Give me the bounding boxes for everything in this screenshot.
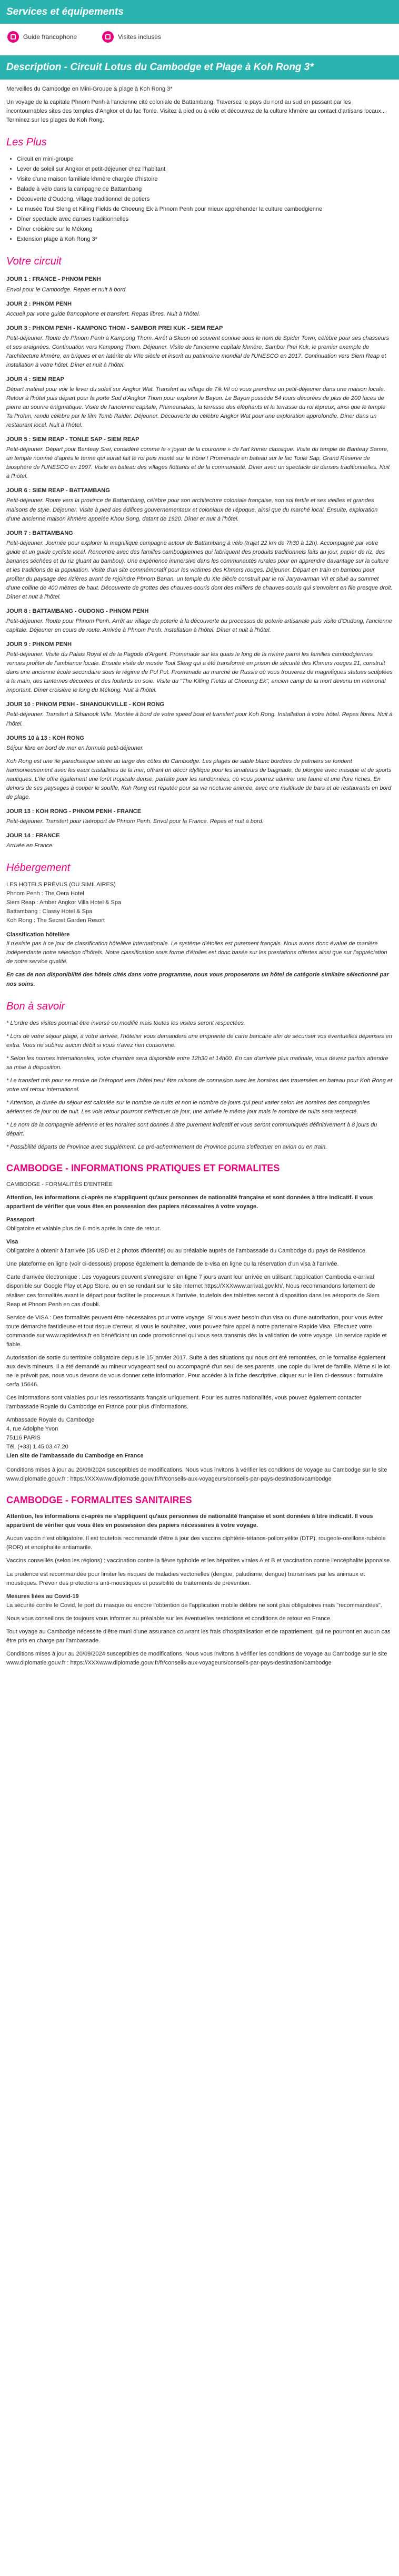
day-title: JOUR 7 : BATTAMBANG xyxy=(6,530,73,536)
hebergement-subtitle: LES HOTELS PRÉVUS (OU SIMILAIRES) xyxy=(6,881,116,888)
bon-savoir-item: * Selon les normes internationales, votre chambre sera disponible entre 12h30 et 14h00. En cas d'arrivée plus matinale, vous devrez parfois attendre sa mise à disposition. xyxy=(6,1055,388,1071)
visa-text: Obligatoire à obtenir à l'arrivée (35 USD et 2 photos d'identité) ou au préalable auprès de l'ambassade du Cambodge du pays de Résidence. xyxy=(6,1248,367,1255)
day-title: JOUR 1 : FRANCE - PHNOM PENH xyxy=(6,276,101,283)
day-title: JOUR 3 : PHNOM PENH - KAMPONG THOM - SAMBOR PREI KUK - SIEM REAP xyxy=(6,325,223,331)
minors-text: Autorisation de sortie du territoire obligatoire depuis le 15 janvier 2017. Suite à des situations qui nous ont été remontées, on le formalise également aux devis mineurs. Il a été demandé au mineur voyageant seul ou accompagné d'un seul de ses parents, une copie du livret de famille. Même si le lot ne le prévoit pas, nous vous devons de vous donner cette information. Pour accéder à la fiche descriptive, cliquer sur le lien ci-dessous : formulaire cerfa 15646. xyxy=(6,1354,390,1388)
bon-savoir-item: * Lors de votre séjour plage, à votre arrivée, l'hôtelier vous demandera une empreinte de carte bancaire afin de sécuriser vos éventuelles dépenses en extra. Vous ne subirez aucun débit si vous n'avez rien consommé. xyxy=(6,1033,392,1049)
day-text: Petit-déjeuner. Transfert à Sihanouk Ville. Montée à bord de votre speed boat et transfert pour Koh Rong. Installation à votre hôtel. Repas libres. Nuit à l'hôtel. xyxy=(6,711,393,727)
description-header: Description - Circuit Lotus du Cambodge et Plage à Koh Rong 3* xyxy=(0,55,399,79)
day-title: JOUR 8 : BATTAMBANG - OUDONG - PHNOM PENH xyxy=(6,608,149,614)
day-title: JOUR 5 : SIEM REAP - TONLE SAP - SIEM REAP xyxy=(6,436,139,443)
formalites-subtitle: CAMBODGE - FORMALITÉS D'ENTRÉE xyxy=(6,1181,113,1188)
bon-savoir-item: * L'ordre des visites pourrait être inversé ou modifié mais toutes les visites seront respectées. xyxy=(6,1020,245,1026)
advice-text: Nous vous conseillons de toujours vous informer au préalable sur les éventuelles restrictions et conditions de retour en France. xyxy=(6,1615,332,1622)
insurance-text: Tout voyage au Cambodge nécessite d'être muni d'une assurance couvrant les frais d'hospitalisation et de rapatriement, qui ne pourront en aucun cas être pris en charge par l'ambassade. xyxy=(6,1628,391,1644)
day-text: Petit-déjeuner. Route de Phnom Penh à Kampong Thom. Arrêt à Skuon où souvent connue sous le nom de Spider Town, célèbre pour ses chasseurs et ses araignées. Continuation vers Kampong Thom. Déjeuner. Visite de l'ancienne capitale khmère, Sambor Prei Kuk, le premier exemple de l'architecture khmère, en briques et en latérite du VIIe siècle et inscrit au patrimoine mondial de l'UNESCO en 2017. Continuation vers Siem Reap et installation à votre hôtel. Dîner et nuit à l'hôtel. xyxy=(6,335,390,368)
covid-title: Mesures liées au Covid-19 xyxy=(6,1593,79,1600)
plus-item: • Dîner croisière sur le Mékong xyxy=(17,225,393,234)
service-visits-label: Visites incluses xyxy=(118,33,161,41)
visa-service-text: Service de VISA : Des formalités peuvent être nécessaires pour votre voyage. Si vous avez besoin d'un visa ou d'une autorisation, pour vous éviter toute démarche fastidieuse et tout risque d'erreur, si vous le souhaitez, vous pouvez faire appel à notre partenaire Rapide Visa. Effectuez votre commande sur www.rapidevisa.fr en bénéficiant un code promotionnel qui vous sera transmis dès la validation de votre voyage. Un service rapide et fiable. xyxy=(6,1314,387,1348)
embassy-link[interactable]: Lien site de l'ambassade du Cambodge en France xyxy=(6,1453,144,1460)
plus-item: • Découverte d'Oudong, village traditionnel de potiers xyxy=(17,195,393,204)
bon-savoir-item: * Le nom de la compagnie aérienne et les horaires sont donnés à titre purement indicatif et vous seront communiqués définitivement à 8 jours du départ. xyxy=(6,1122,377,1138)
day-text: Départ matinal pour voir le lever du soleil sur Angkor Wat. Transfert au village de Tik Vil où vous prendrez un petit-déjeuner dans une maison locale. Retour à l'hôtel puis départ pour la porte Sud d'Angkor Thom pour explorer le Bayon. Le Bayon possède 54 tours décorées de plus de 200 faces de pierre au sourire énigmatique. Visite de l'ancienne capitale, Phimeanakas, la terrasse des éléphants et la terrasse du roi lépreux, ainsi que le temple Ta Prohm, rendu célèbre par le film Tomb Raider. Déjeuner. Découverte du célèbre Angkor Wat pour une exploration approfondie. Dîner dans un restaurant local. Nuit à l'hôtel. xyxy=(6,386,386,429)
day-text: Koh Rong est une île paradisiaque située au large des côtes du Cambodge. Les plages de sable blanc bordées de palmiers se fondent harmonieusement avec les eaux cristallines de la mer, offrant un décor idyllique pour les amateurs de baignade, de plongée avec masque et de sports nautiques. L'île offre également une forêt tropicale dense, parfaite pour les randonnées, où vous pourrez admirer une faune et une flore riches. En dehors de ses paysages à couper le souffle, Koh Rong est réputée pour sa vie nocturne animée, avec une multitude de bars et de restaurants en bord de plage. xyxy=(6,758,392,800)
hotel-item: Koh Rong : The Secret Garden Resort xyxy=(6,917,105,924)
recommended-vaccines: Vaccins conseillés (selon les régions) : vaccination contre la fièvre typhoïde et les hépatites virales A et B et vaccination contre l'encéphalite japonaise. xyxy=(6,1558,392,1564)
service-guide-label: Guide francophone xyxy=(23,33,77,41)
formalites-title: CAMBODGE - INFORMATIONS PRATIQUES ET FORMALITES xyxy=(6,1163,280,1174)
embassy-line: Ambassade Royale du Cambodge xyxy=(6,1417,95,1424)
arrival-card-text: Carte d'arrivée électronique : Les voyageurs peuvent s'enregistrer en ligne 7 jours avant leur arrivée en utilisant l'application Cambodia e-arrival disponible sur Google Play et App Store, ou en se rendant sur le site internet https://XXXwww.arrival.gov.kh/. Nous recommandons fortement de réaliser ces formalités avant le départ pour faciliter le processus à l'arrivée, toutefois des tablettes seront à disposition dans les aéroports de Siem Reap et Phnom Penh en cas d'oubli. xyxy=(6,1274,380,1308)
classification-text: Il n'existe pas à ce jour de classification hôtelière internationale. Le système d'étoiles est purement français. Nous avons donc évalué de manière indépendante notre sélection d'hôtels. Notre classification sous forme d'étoiles est donc basée sur les prestations offertes ainsi que sur l'appréciation de notre service qualité. xyxy=(6,941,387,965)
day-text: Envol pour le Cambodge. Repas et nuit à bord. xyxy=(6,286,127,293)
sanitaires-conditions: Conditions mises à jour au 20/09/2024 susceptibles de modifications. Nous vous invitons à vérifier les conditions de voyage au Cambodge sur le site www.diplomatie.gouv.fr : https://XXXwww.diplomatie.gouv.fr/fr/conseils-aux-voyageurs/conseils-par-pays-destination/cambodge xyxy=(6,1650,387,1666)
day-title: JOUR 13 : KOH RONG - PHNOM PENH - FRANCE xyxy=(6,808,142,815)
hotel-item: Siem Reap : Amber Angkor Villa Hotel & Spa xyxy=(6,899,122,906)
day-text: Petit-déjeuner. Route vers la province de Battambang, célèbre pour son architecture coloniale française, son sol fertile et ses vieilles et grandes maisons de style. Déjeuner. Visite à pied des édifices gouvernementaux et coloniaux de l'époque, ainsi que du marché local. Ensuite, exploration d'une ancienne maison khmère appelée Khou Song, datant de 1920. Dîner et nuit à l'hôtel. xyxy=(6,497,378,522)
visa-title: Visa xyxy=(6,1239,18,1246)
service-guide xyxy=(7,31,77,43)
plus-item: • Dîner spectacle avec danses traditionnelles xyxy=(17,215,393,224)
embassy-line: 75116 PARIS xyxy=(6,1435,41,1442)
formalites-warning: Attention, les informations ci-après ne s'appliquent qu'aux personnes de nationalité française et sont données à titre indicatif. Il vous appartient de vérifier que vous êtes en possession des papiers nécessaires à votre voyage. xyxy=(6,1194,373,1210)
plus-item: • Balade à vélo dans la campagne de Battambang xyxy=(17,185,393,194)
plus-item: • Visite d'une maison familiale khmère chargée d'histoire xyxy=(17,175,393,184)
day-title: JOUR 9 : PHNOM PENH xyxy=(6,641,72,648)
plus-item: • Extension plage à Koh Rong 3* xyxy=(17,235,393,244)
description-subtitle: Merveilles du Cambodge en Mini-Groupe & plage à Koh Rong 3* xyxy=(6,85,173,92)
hotel-item: Phnom Penh : The Oera Hotel xyxy=(6,890,84,897)
plus-item: • Le musée Toul Sleng et Killing Fields de Choeung Ek à Phnom Penh pour mieux appréhender la culture cambodgienne xyxy=(17,205,393,214)
formalites-conditions: Conditions mises à jour au 20/09/2024 susceptibles de modifications. Nous vous invitons à vérifier les conditions de voyage au Cambodge sur le site www.diplomatie.gouv.fr : https://XXXwww.diplomatie.gouv.fr/fr/conseils-aux-voyageurs/conseils-par-pays-destination/cambodge xyxy=(6,1467,387,1483)
classification-title: Classification hôtelière xyxy=(6,932,70,938)
plus-list xyxy=(6,155,393,244)
day-title: JOUR 4 : SIEM REAP xyxy=(6,376,65,383)
day-text: Petit-déjeuner. Route pour Phnom Penh. Arrêt au village de poterie à la découverte du processus de poterie artisanale puis visite d'Oudong, l'ancienne capitale. Déjeuner en cours de route. Arrivée à Phnom Penh. Installation à l'hôtel. Dîner et nuit à l'hôtel. xyxy=(6,618,392,634)
day-text: Petit-déjeuner. Départ pour Banteay Srei, considéré comme le « joyau de la couronne » de l'art khmer classique. Visite du temple de Banteay Samre, un temple nommé d'après le terme qui aurait fait le roi puis monté sur le trône ! Promenade en bateau sur le lac Tonlé Sap, Grand Réserve de biosphère de l'UNESCO en 1997. Visite en bateau des villages flottants et de la communauté. Dîner avec un spectacle de danses traditionnelles. Nuit à l'hôtel. xyxy=(6,446,390,480)
services-list xyxy=(0,24,399,55)
embassy-line: 4, rue Adolphe Yvon xyxy=(6,1426,58,1433)
day-title: JOUR 2 : PHNOM PENH xyxy=(6,300,72,307)
bon-savoir-item: * Possibilité départs de Province avec supplément. Le pré-acheminement de Province pourra s'effectuer en avion ou en train. xyxy=(6,1144,327,1151)
day-title: JOUR 14 : FRANCE xyxy=(6,832,60,839)
day-text: Petit-déjeuner. Visite du Palais Royal et de la Pagode d'Argent. Promenade sur les quais le long de la rivière parmi les familles cambodgiennes venues profiter de l'ambiance locale. Ensuite visite du musée Toul Sleng qui a été transformé en prison de sécurité des Khmers rouges 21, construit dans une ancienne école secondaire sous le régime de Pol Pot. Promenade au marché de Russie où vous trouverez de magnifiques statues sculptées à la main, des lanternes décorées et des foulards en soie. Visite du "The Killing Fields at Choeung Ek", ancien camp de la mort devenu un mémorial important. Dîner croisière le long du Mékong. Nuit à l'hôtel. xyxy=(6,651,393,694)
plus-title: Les Plus xyxy=(6,136,47,149)
service-visits xyxy=(102,31,161,43)
day-text: Petit-déjeuner. Journée pour explorer la magnifique campagne autour de Battambang à vélo (trajet 22 km de 7h30 à 12h). Accompagné par votre guide et un guide cycliste local. Rencontre avec des familles cambodgiennes qui fabriquent des produits traditionnels faits au jour, papier de riz, des bananes séchées et du riz gluant au bambou). Une expérience immersive dans les communautés rurales pour en apprendre davantage sur la culture et les traditions de la population. Visite d'un site commémoratif pour les victimes des Khmers rouges. Déjeuner. Départ en train en bambou pour profiter du paysage des rizières avant de rejoindre Phnom Banan, un temple du XIe siècle construit par le roi Jaryavarman VII et situé au sommet d'une colline de 400 mètres de haut. Découverte de grottes des chauves-souris dont des milliers de chauves-souris qui s'envolent en file presque droit. Dîner et nuit à l'hôtel. xyxy=(6,540,393,600)
itinerary-list xyxy=(6,275,393,850)
passport-title: Passeport xyxy=(6,1217,35,1223)
nationality-text: Ces informations sont valables pour les ressortissants français uniquement. Pour les autres nationalités, vous pouvez également contacter l'ambassade Royale du Cambodge en France pour plus d'informations. xyxy=(6,1394,362,1411)
prudence-text: La prudence est recommandée pour limiter les risques de maladies vectorielles (dengue, paludisme, dengue) transmises par les animaux et moustiques. Prévoir des protections anti-moustiques et possibilité de traitements de prévention. xyxy=(6,1571,365,1586)
vaccine-text: Aucun vaccin n'est obligatoire. Il est toutefois recommandé d'être à jour des vaccins diphtérie-tétanos-poliomyélite (DTP), rougeole-oreillons-rubéole (ROR) et encéphalite antiamarile. xyxy=(6,1535,386,1551)
services-header: Services et équipements xyxy=(0,0,399,24)
day-title: JOURS 10 à 13 : KOH RONG xyxy=(6,734,84,741)
day-text: Petit-déjeuner. Transfert pour l'aéroport de Phnom Penh. Envol pour la France. Repas et nuit à bord. xyxy=(6,818,264,825)
main-content xyxy=(0,85,399,1682)
embassy-line: Tél. (+33) 1.45.03.47.20 xyxy=(6,1444,68,1451)
bon-savoir-item: * Le transfert mis pour se rendre de l'aéroport vers l'hôtel peut être raisons de connexion avec les horaires des traversées en bateau pour Koh Rong et votre vol retour international. xyxy=(6,1077,393,1093)
guide-icon xyxy=(7,31,19,43)
plus-item: • Circuit en mini-groupe xyxy=(17,155,393,164)
description-intro: Un voyage de la capitale Phnom Penh à l'ancienne cité coloniale de Battambang. Traversez le pays du nord au sud en passant par les incontournables sites des temples d'Angkor et du lac Tonle. Visitez à pied ou à vélo et découvrez de la culture khmère au contact d'artisans locaux... Terminez sur les plages de Koh Rong. xyxy=(6,99,386,124)
passport-text: Obligatoire et valable plus de 6 mois après la date de retour. xyxy=(6,1226,161,1232)
day-text: Séjour libre en bord de mer en formule petit-déjeuner. xyxy=(6,745,144,751)
sanitaires-title: CAMBODGE - FORMALITES SANITAIRES xyxy=(6,1495,192,1506)
hotel-item: Battambang : Classy Hotel & Spa xyxy=(6,908,93,915)
classification-note: En cas de non disponibilité des hôtels cités dans votre programme, nous vous proposerons un hôtel de catégorie similaire sélectionné par nos soins. xyxy=(6,972,389,987)
hebergement-title: Hébergement xyxy=(6,862,71,874)
bon-savoir-title: Bon à savoir xyxy=(6,1000,65,1012)
bon-savoir-item: * Attention, la durée du séjour est calculée sur le nombre de nuits et non le nombre de jours qui peut varier selon les horaires des compagnies aériennes de jour ou de nuit. Les vols retour pourront s'effectuer de jour, une arrivée le même jour mais le nombre de nuits sera respecté. xyxy=(6,1099,370,1115)
day-title: JOUR 10 : PHNOM PENH - SIHANOUKVILLE - KOH RONG xyxy=(6,701,165,708)
covid-text: La sécurité contre le Covid, le port du masque ou encore l'obtention de l'application mobile délibre ne sont plus obligatoires mais "recommandées". xyxy=(6,1602,382,1609)
visa-text-2: Une plateforme en ligne (voir ci-dessous) propose également la demande de e-visa en ligne ou la réservation d'un visa à l'arrivée. xyxy=(6,1261,339,1268)
plus-item: • Lever de soleil sur Angkor et petit-déjeuner chez l'habitant xyxy=(17,165,393,174)
day-text: Arrivée en France. xyxy=(6,843,54,849)
day-title: JOUR 6 : SIEM REAP - BATTAMBANG xyxy=(6,487,110,494)
visit-icon xyxy=(102,31,114,43)
day-text: Accueil par votre guide francophone et transfert. Repas libres. Nuit à l'hôtel. xyxy=(6,310,201,317)
itinerary-title: Votre circuit xyxy=(6,256,62,268)
sanitaires-warning: Attention, les informations ci-après ne s'appliquent qu'aux personnes de nationalité française et sont données à titre indicatif. Il vous appartient de vérifier que vous êtes en possession des papiers nécessaires à votre voyage. xyxy=(6,1513,373,1529)
